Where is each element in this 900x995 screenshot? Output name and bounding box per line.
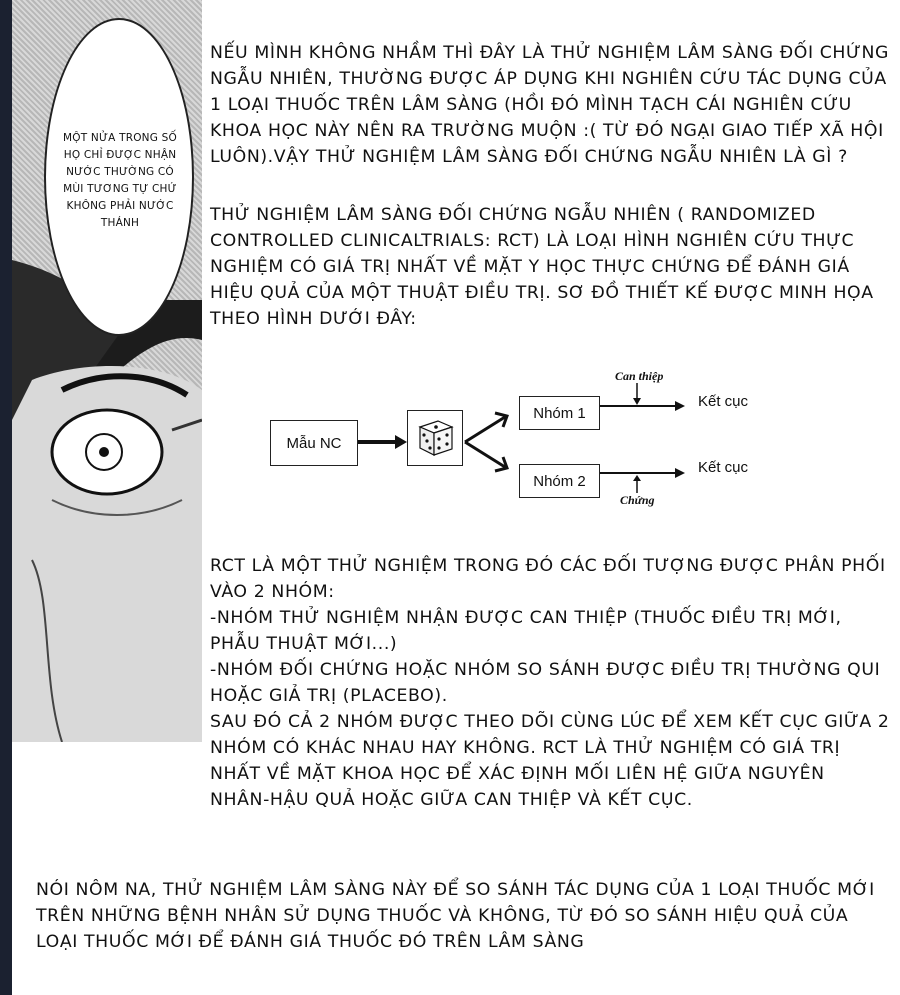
page-edge-strip xyxy=(0,0,12,995)
group1-box xyxy=(519,396,600,430)
panel-gutter xyxy=(12,742,210,995)
group2-box xyxy=(519,464,600,498)
paragraph-summary: NÓI NÔM NA, THỬ NGHIỆM LÂM SÀNG NÀY ĐỂ SO SÁNH TÁC DỤNG CỦA 1 LOẠI THUỐC MỚI TRÊN NHỮNG BỆNH NHÂN SỬ DỤNG THUỐC VÀ KHÔNG, TỪ ĐÓ SO SÁNH HIỆU QUẢ CỦA LOẠI THUỐC MỚI ĐỂ ĐÁNH GIÁ THUỐC ĐÓ TRÊN LÂM SÀNG xyxy=(36,880,875,952)
sample-box xyxy=(270,420,358,466)
paragraph-intro: NẾU MÌNH KHÔNG NHẦM THÌ ĐÂY LÀ THỬ NGHIỆM LÂM SÀNG ĐỐI CHỨNG NGẪU NHIÊN, THƯỜNG ĐƯỢC ÁP DỤNG KHI NGHIÊN CỨU TÁC DỤNG CỦA 1 LOẠI THUỐC TRÊN LÂM SÀNG (HỒI ĐÓ MÌNH TẠCH CÁI NGHIÊN CỨU KHOA HỌC NÀY NÊN RA TRƯỜNG MUỘN :( TỪ ĐÓ NGẠI GIAO TIẾP XÃ HỘI LUÔN).VẬY THỬ NGHIỆM LÂM SÀNG ĐỐI CHỨNG NGẪU NHIÊN LÀ GÌ ? xyxy=(210,43,889,167)
group2-label: Nhóm 2 xyxy=(533,472,586,490)
sample-label: Mẫu NC xyxy=(286,434,342,452)
paragraph-rct-definition: THỬ NGHIỆM LÂM SÀNG ĐỐI CHỨNG NGẪU NHIÊN ( RANDOMIZED CONTROLLED CLINICALTRIALS: RCT) LÀ LOẠI HÌNH NGHIÊN CỨU THỰC NGHIỆM CÓ GIÁ TRỊ NHẤT VỀ MẶT Y HỌC THỰC CHỨNG ĐỂ ĐÁNH GIÁ HIỆU QUẢ CỦA MỘT THUẬT ĐIỀU TRỊ. SƠ ĐỒ THIẾT KẾ ĐƯỢC MINH HỌA THEO HÌNH DƯỚI ĐÂY: xyxy=(210,205,874,329)
outcome1-label: Kết cục xyxy=(698,393,749,410)
rct-diagram xyxy=(255,365,815,535)
speech-bubble-text: MỘT NỬA TRONG SỐ HỌ CHỈ ĐƯỢC NHẬN NƯỚC THƯỜNG CÓ MÙI TƯƠNG TỰ CHỨ KHÔNG PHẢI NƯỚC THÁNH xyxy=(63,132,177,229)
control-label: Chứng xyxy=(620,493,655,507)
intervention-label: Can thiệp xyxy=(615,369,664,383)
paragraph-rct-groups: RCT LÀ MỘT THỬ NGHIỆM TRONG ĐÓ CÁC ĐỐI TƯỢNG ĐƯỢC PHÂN PHỐI VÀO 2 NHÓM: -NHÓM THỬ NGHIỆM NHẬN ĐƯỢC CAN THIỆP (THUỐC ĐIỀU TRỊ MỚI, PHẪU THUẬT MỚI...) -NHÓM ĐỐI CHỨNG HOẶC NHÓM SO SÁNH ĐƯỢC ĐIỀU TRỊ THƯỜNG QUI HOẶC GIẢ TRỊ (PLACEBO). SAU ĐÓ CẢ 2 NHÓM ĐƯỢC THEO DÕI CÙNG LÚC ĐỂ XEM KẾT CỤC GIỮA 2 NHÓM CÓ KHÁC NHAU HAY KHÔNG. RCT LÀ THỬ NGHIỆM CÓ GIÁ TRỊ NHẤT VỀ MẶT KHOA HỌC ĐỂ XÁC ĐỊNH MỐI LIÊN HỆ GIỮA NGUYÊN NHÂN-HẬU QUẢ HOẶC GIỮA CAN THIỆP VÀ KẾT CỤC. xyxy=(210,556,890,810)
group1-label: Nhóm 1 xyxy=(533,404,586,422)
outcome2-label: Kết cục xyxy=(698,459,749,476)
dice-icon xyxy=(407,410,463,466)
